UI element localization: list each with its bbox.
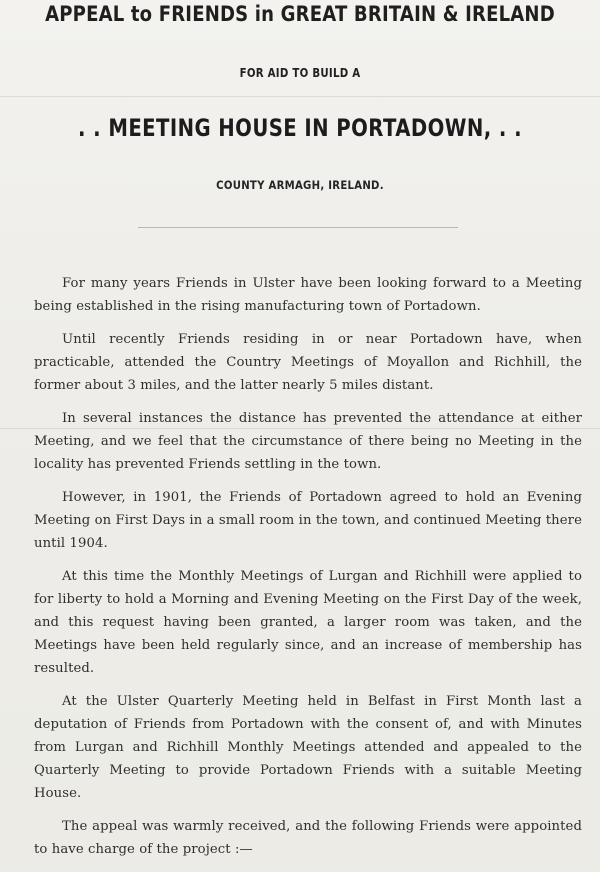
appeal-body: [34, 272, 582, 861]
paragraph-5: At this time the Monthly Meetings of Lurgan and Richhill were applied to for liberty to hold a Morning and Evening Meeting on the First Day of the week, and this request having been granted, a larger room was taken, and the Meetings have been held regularly since, and an increase of membership has resulted.: [34, 569, 582, 676]
county-line: COUNTY ARMAGH, IRELAND.: [216, 178, 384, 192]
meeting-house-title: . . MEETING HOUSE IN PORTADOWN, . .: [78, 114, 522, 142]
paper-fold-line: [0, 96, 600, 97]
paragraph-1: For many years Friends in Ulster have been looking forward to a Meeting being established in the rising manufacturing town of Portadown.: [34, 276, 582, 314]
paragraph-6: At the Ulster Quarterly Meeting held in Belfast in First Month last a deputation of Friends from Portadown with the consent of, and with Minutes from Lurgan and Richhill Monthly Meetings attended and appealed to the Quarterly Meeting to provide Portadown Friends with a suitable Meeting House.: [34, 694, 582, 801]
appeal-heading: APPEAL to FRIENDS in GREAT BRITAIN & IRELAND: [45, 2, 555, 26]
aid-subheading: FOR AID TO BUILD A: [239, 66, 361, 80]
paragraph-7: The appeal was warmly received, and the following Friends were appointed to have charge of the project :—: [34, 819, 582, 857]
paragraph-3: In several instances the distance has prevented the attendance at either Meeting, and we feel that the circumstance of there being no Meeting in the locality has prevented Friends settling in the town.: [34, 411, 582, 472]
paragraph-2: Until recently Friends residing in or near Portadown have, when practicable, attended the Country Meetings of Moyallon and Richhill, the former about 3 miles, and the latter nearly 5 miles distant.: [34, 332, 582, 393]
paragraph-4: However, in 1901, the Friends of Portadown agreed to hold an Evening Meeting on First Days in a small room in the town, and continued Meeting there until 1904.: [34, 490, 582, 551]
divider-rule: [138, 227, 458, 228]
